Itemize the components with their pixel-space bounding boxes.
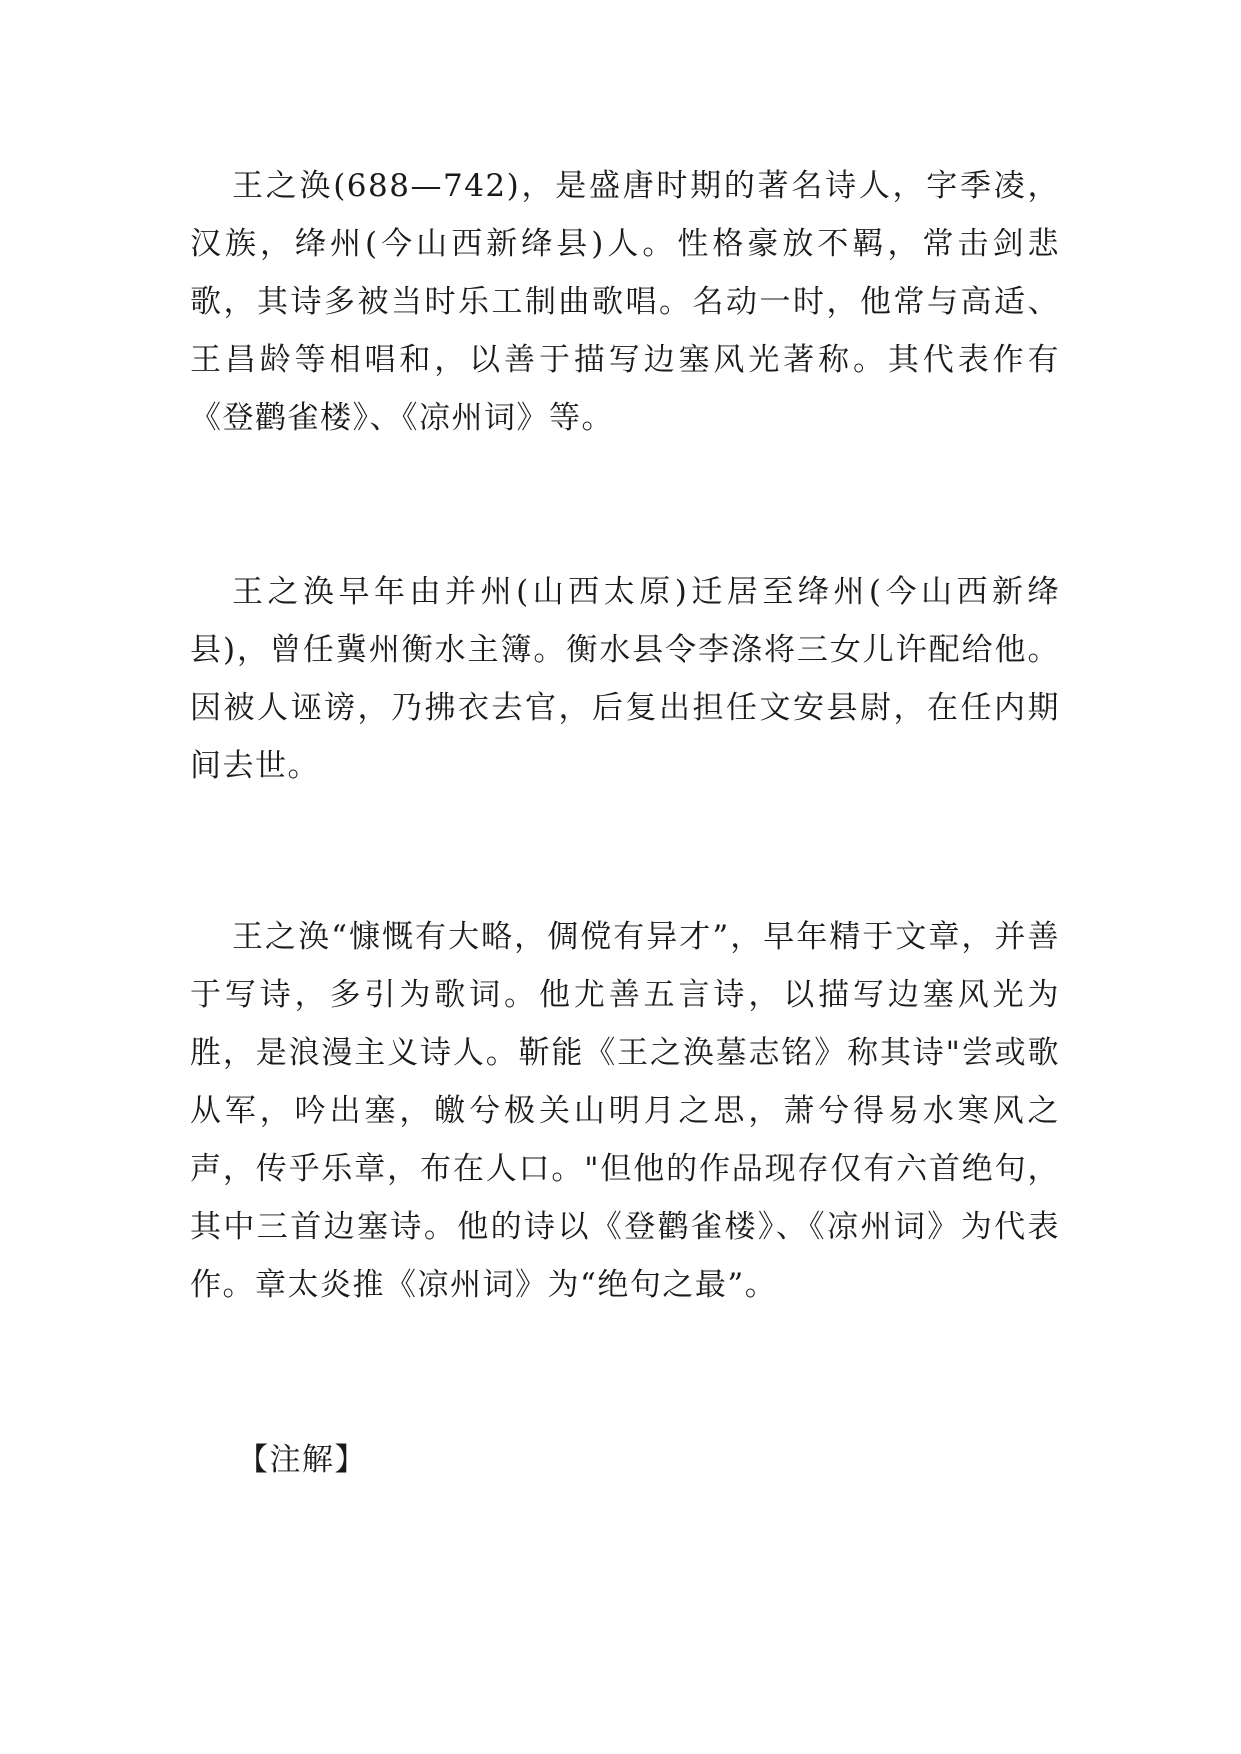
paragraph-biography: 王之涣(688—742)，是盛唐时期的著名诗人，字季凌，汉族，绛州(今山西新绛县)人。性格豪放不羁，常击剑悲歌，其诗多被当时乐工制曲歌唱。名动一时，他常与高适、王昌龄等相唱和，以善于描写边塞风光著称。其代表作有《登鹳雀楼》、《凉州词》等。 (190, 168, 1060, 436)
section-heading-notes: 【注解】 (237, 1442, 367, 1478)
paragraph-literary-style: 王之涣“慷慨有大略，倜傥有异才”，早年精于文章，并善于写诗，多引为歌词。他尤善五言诗，以描写边塞风光为胜，是浪漫主义诗人。靳能《王之涣墓志铭》称其诗"尝或歌从军，吟出塞，皦兮极关山明月之思，萧兮得易水寒风之声，传乎乐章，布在人口。"但他的作品现存仅有六首绝句，其中三首边塞诗。他的诗以《登鹳雀楼》、《凉州词》为代表作。章太炎推《凉州词》为“绝句之最”。 (190, 919, 1060, 1303)
paragraph-career: 王之涣早年由并州(山西太原)迁居至绛州(今山西新绛县)，曾任冀州衡水主簿。衡水县令李涤将三女儿许配给他。因被人诬谤，乃拂衣去官，后复出担任文安县尉，在任内期间去世。 (190, 574, 1060, 784)
